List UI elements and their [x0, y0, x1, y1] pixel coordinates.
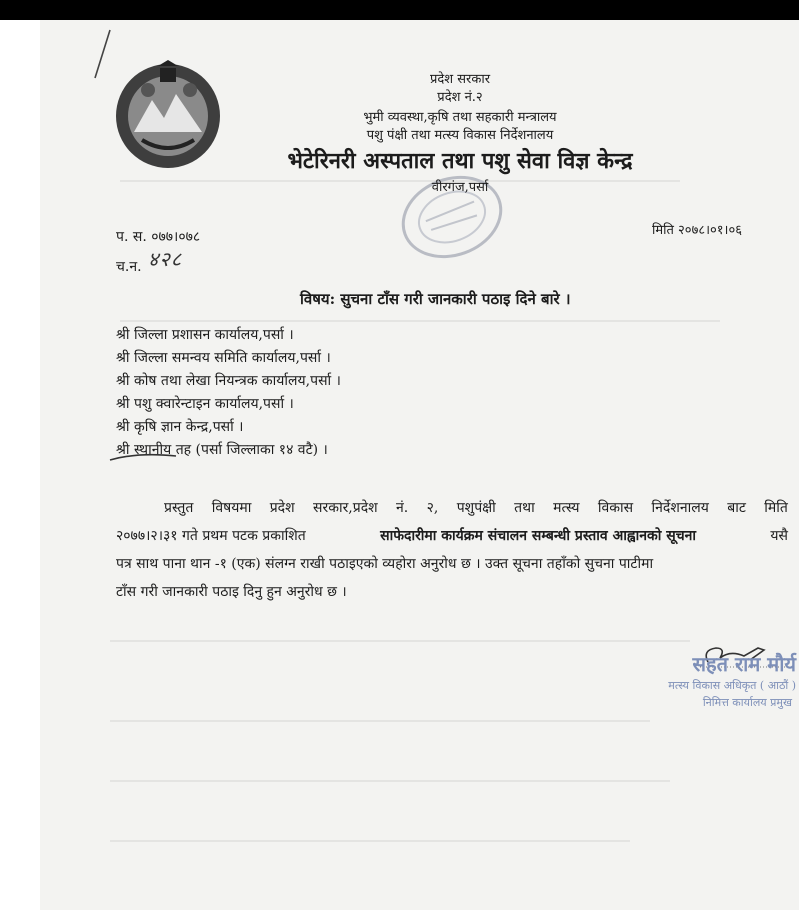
body-word: तथा: [514, 500, 535, 516]
body-word: प्रदेश: [269, 500, 295, 516]
notice-title-bold: साफेदारीमा कार्यक्रम संचालन सम्बन्धी प्रस्ताव आह्वानको सूचना: [380, 528, 697, 544]
signatory-title: मत्स्य विकास अधिकृत ( आठौं ): [668, 679, 796, 692]
body-text: यसै: [770, 528, 788, 544]
body-line-2: [116, 522, 788, 550]
body-text: २०७७।२।३१ गते प्रथम पटक प्रकाशित: [116, 528, 306, 544]
signatory-name: सहत राम मौर्य: [692, 652, 796, 676]
dispatch-label: च.न.: [116, 259, 142, 275]
body-line-3: [116, 550, 788, 578]
letterhead-line-3: भुमी व्यवस्था,कृषि तथा सहकारी मन्त्रालय: [363, 110, 557, 125]
body-word: मिति: [764, 500, 788, 516]
body-text: पत्र साथ पाना थान -१ (एक) संलग्न राखी पठाइएको व्यहोरा अनुरोध छ । उक्त सूचना तहाँको सुचना पाटीमा: [116, 556, 654, 572]
recipient-item: श्री जिल्ला प्रशासन कार्यालय,पर्सा ।: [116, 327, 294, 343]
body-word: प्रस्तुत: [164, 500, 194, 516]
office-location: वीरगंज,पर्सा: [431, 180, 489, 195]
subject-line: विषय: सुचना टाँस गरी जानकारी पठाइ दिने बारे ।: [300, 290, 571, 308]
body-word: सरकार,प्रदेश: [313, 500, 378, 516]
recipient-item: श्री स्थानीय तह (पर्सा जिल्लाका १४ वटै) ।: [116, 442, 328, 458]
body-word: विकास: [597, 500, 634, 516]
recipient-item: श्री जिल्ला समन्वय समिति कार्यालय,पर्सा ।: [116, 350, 331, 366]
letterhead-line-2: प्रदेश नं.२: [437, 90, 483, 105]
recipient-item: श्री कृषि ज्ञान केन्द्र,पर्सा ।: [116, 419, 244, 435]
letterhead-line-1: प्रदेश सरकार: [429, 72, 491, 87]
recipient-item: श्री कोष तथा लेखा नियन्त्रक कार्यालय,पर्सा ।: [116, 373, 341, 389]
body-word: पशुपंक्षी: [456, 500, 496, 516]
body-word: २,: [426, 500, 439, 516]
body-word: निर्देशनालय: [651, 500, 709, 516]
body-word: मत्स्य: [553, 500, 580, 516]
dispatch-number-handwritten: ४२८: [148, 247, 183, 271]
pen-mark: [92, 28, 112, 80]
pen-strike-mark: [108, 450, 178, 464]
body-word: विषयमा: [211, 500, 252, 516]
nepal-emblem-icon: [112, 60, 224, 172]
body-text: टाँस गरी जानकारी पठाइ दिनु हुन अनुरोध छ ।: [116, 584, 347, 600]
top-black-bar: [0, 0, 799, 20]
recipient-item: श्री पशु क्वारेन्टाइन कार्यालय,पर्सा ।: [116, 396, 294, 412]
body-word: बाट: [727, 500, 746, 516]
signatory-role: निमित्त कार्यालय प्रमुख: [702, 696, 792, 709]
body-word: नं.: [396, 500, 409, 516]
letter-date: मिति २०७८।०१।०६: [652, 223, 742, 238]
body-line-4: [116, 578, 788, 606]
office-name-heading: भेटेरिनरी अस्पताल तथा पशु सेवा विज्ञ केन्द्र: [287, 148, 633, 174]
body-line-1: [116, 494, 788, 522]
reference-number: प. स. ०७७।०७८: [116, 229, 201, 245]
letterhead-line-4: पशु पंक्षी तथा मत्स्य विकास निर्देशनालय: [366, 128, 554, 143]
